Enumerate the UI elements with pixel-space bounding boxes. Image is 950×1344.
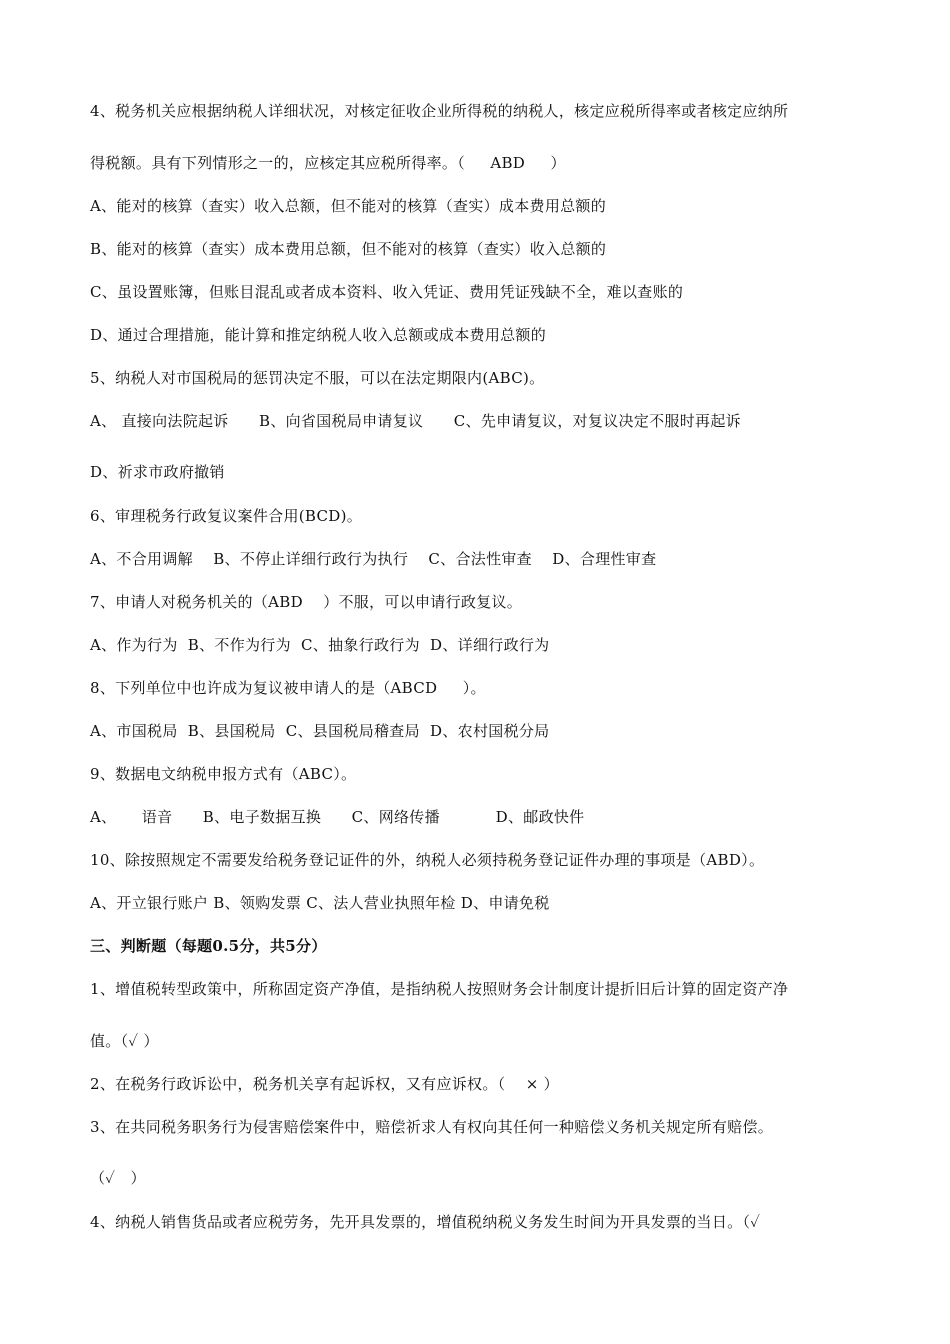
j3-line-2: （✓ ） bbox=[90, 1169, 146, 1187]
q4-option-d: D、通过合理措施，能计算和推定纳税人收入总额或成本费用总额的 bbox=[90, 326, 547, 344]
j2: 2、在税务行政诉讼中，税务机关享有起诉权，又有应诉权。（ × ） bbox=[90, 1075, 559, 1093]
j1-line-1: 1、增值税转型政策中，所称固定资产净值，是指纳税人按照财务会计制度计提折旧后计算的固定资产净 bbox=[90, 980, 789, 998]
q6-stem: 6、审理税务行政复议案件合用(BCD)。 bbox=[90, 507, 363, 525]
q6-options: A、不合用调解 B、不停止详细行政行为执行 C、合法性审查 D、合理性审查 bbox=[90, 550, 657, 568]
section-heading-judgment: 三、判断题（每题0.5分，共5分） bbox=[90, 937, 327, 955]
q5-options-abc: A、 直接向法院起诉 B、向省国税局申请复议 C、先申请复议，对复议决定不服时再起诉 bbox=[90, 412, 741, 430]
q4-option-c: C、虽设置账簿，但账目混乱或者成本资料、收入凭证、费用凭证残缺不全，难以查账的 bbox=[90, 283, 684, 301]
q5-option-d: D、祈求市政府撤销 bbox=[90, 463, 225, 481]
j4-line-1: 4、纳税人销售货品或者应税劳务，先开具发票的，增值税纳税义务发生时间为开具发票的当日。（✓ bbox=[90, 1213, 761, 1231]
q4-stem-line-2: 得税额。具有下列情形之一的，应核定其应税所得率。（ ABD ） bbox=[90, 154, 566, 172]
q4-option-b: B、能对的核算（查实）成本费用总额，但不能对的核算（查实）收入总额的 bbox=[90, 240, 607, 258]
q4-option-a: A、能对的核算（查实）收入总额，但不能对的核算（查实）成本费用总额的 bbox=[90, 197, 607, 215]
q9-stem: 9、数据电文纳税申报方式有（ABC）。 bbox=[90, 765, 357, 783]
q7-stem: 7、申请人对税务机关的（ABD ）不服，可以申请行政复议。 bbox=[90, 593, 523, 611]
q5-stem: 5、纳税人对市国税局的惩罚决定不服，可以在法定期限内(ABC)。 bbox=[90, 369, 545, 387]
j1-line-2: 值。（✓ ） bbox=[90, 1032, 159, 1050]
j3-line-1: 3、在共同税务职务行为侵害赔偿案件中，赔偿祈求人有权向其任何一种赔偿义务机关规定所有赔偿。 bbox=[90, 1118, 774, 1136]
q4-stem-line-1: 4、税务机关应根据纳税人详细状况，对核定征收企业所得税的纳税人，核定应税所得率或者核定应纳所 bbox=[90, 102, 789, 120]
q7-options: A、作为行为 B、不作为行为 C、抽象行政行为 D、详细行政行为 bbox=[90, 636, 550, 654]
q8-stem: 8、下列单位中也许成为复议被申请人的是（ABCD ）。 bbox=[90, 679, 486, 697]
q10-options: A、开立银行账户 B、领购发票 C、法人营业执照年检 D、申请免税 bbox=[90, 894, 550, 912]
q8-options: A、市国税局 B、县国税局 C、县国税局稽查局 D、农村国税分局 bbox=[90, 722, 550, 740]
q10-stem: 10、除按照规定不需要发给税务登记证件的外，纳税人必须持税务登记证件办理的事项是（ABD）。 bbox=[90, 851, 765, 869]
q9-options: A、 语音 B、电子数据互换 C、网络传播 D、邮政快件 bbox=[90, 808, 585, 826]
